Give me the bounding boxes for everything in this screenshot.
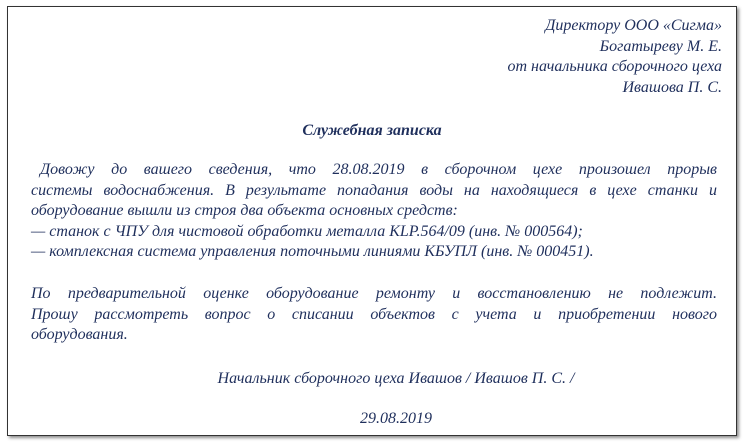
addressee-sender-title: от начальника сборочного цеха (507, 58, 722, 75)
paragraph-line: По предварительной оценке оборудование ремонту и восстановлению не подлежит. (31, 285, 717, 302)
document-frame (7, 6, 737, 436)
signature-line: Начальник сборочного цеха Ивашов / Ивашов П. С. / (217, 370, 575, 387)
document-date: 29.08.2019 (360, 410, 432, 427)
paragraph-line: системы водоснабжения. В результате попадания воды на находящиеся в цехе станки и (31, 181, 717, 199)
paragraph-incident (31, 160, 717, 263)
addressee-recipient-title: Директору ООО «Сигма» (545, 17, 722, 34)
list-item: — комплексная система управления поточными линиями КБУПЛ (инв. № 000451). (31, 243, 594, 260)
addressee-sender-name: Ивашова П. С. (622, 78, 722, 96)
paragraph-line: оборудования. (31, 326, 128, 343)
addressee-recipient-name: Богатыреву М. Е. (599, 37, 722, 55)
list-item: — станок с ЧПУ для чистовой обработки металла KLP.564/09 (инв. № 000564); (31, 222, 583, 240)
document-title: Служебная записка (302, 122, 442, 139)
paragraph-line: Прошу рассмотреть вопрос о списании объектов с учета и приобретении нового (31, 305, 717, 323)
addressee-block (508, 16, 723, 98)
paragraph-request (31, 284, 717, 346)
paragraph-line: Довожу до вашего сведения, что 28.08.2019 в сборочном цехе произошел прорыв (40, 161, 717, 178)
paragraph-line: оборудование вышли из строя два объекта основных средств: (31, 202, 458, 219)
